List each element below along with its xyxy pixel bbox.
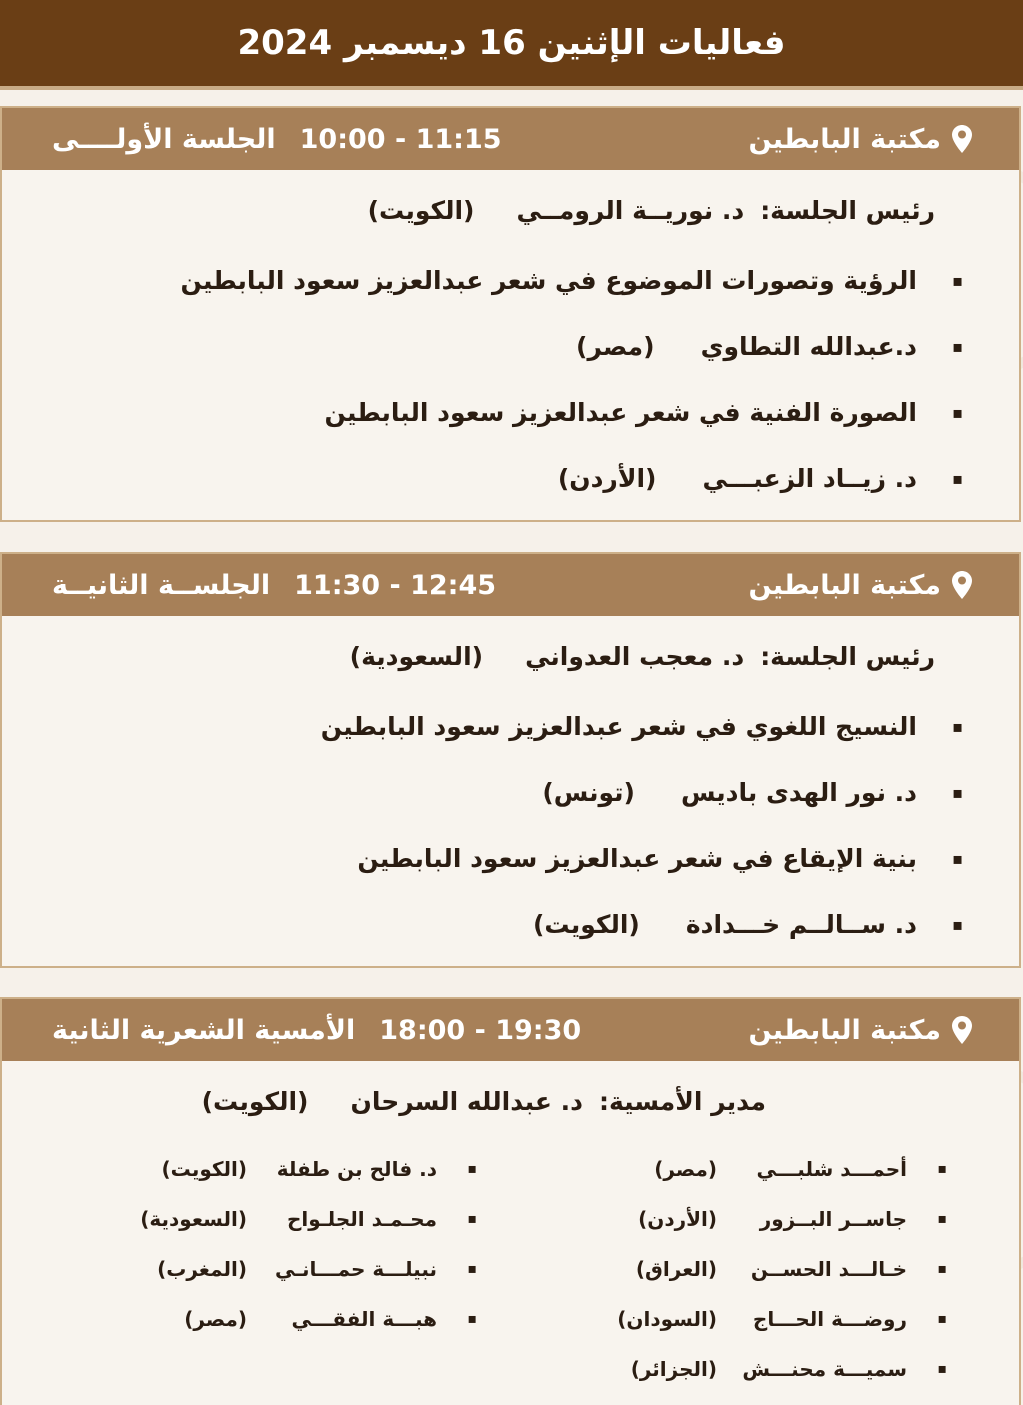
bullet-icon: ▪ (952, 336, 963, 356)
bullet-icon: ▪ (952, 402, 963, 422)
poets-column-left (71, 1144, 477, 1394)
session-2 (0, 552, 1021, 968)
poet-country: (الكويت) (161, 1157, 247, 1181)
chair-country: (السعودية) (349, 642, 484, 671)
session-1 (0, 106, 1021, 522)
item-text: الرؤية وتصورات الموضوع في شعر عبدالعزيز سعود البابطين (180, 265, 917, 295)
bullet-icon: ▪ (467, 1261, 477, 1277)
list-item (42, 313, 963, 379)
poet-item (451, 1344, 947, 1394)
map-pin-icon (951, 570, 973, 600)
bullet-icon: ▪ (952, 848, 963, 868)
poet-name: روضـــة الحـــاج (752, 1307, 907, 1331)
session-heading (52, 570, 496, 601)
map-pin-icon (951, 124, 973, 154)
list-item (42, 759, 963, 825)
list-item (42, 891, 963, 957)
bullet-icon: ▪ (937, 1361, 947, 1377)
bullet-icon: ▪ (937, 1311, 947, 1327)
location-label: مكتبة البابطين (748, 123, 941, 155)
session-body (2, 170, 1019, 511)
map-pin-icon (951, 1015, 973, 1045)
session-location (748, 124, 973, 155)
poet-item (71, 1294, 477, 1344)
poet-country: (مصر) (654, 1157, 717, 1181)
bullet-icon: ▪ (937, 1211, 947, 1227)
bullet-icon: ▪ (952, 270, 963, 290)
item-text: الصورة الفنية في شعر عبدالعزيز سعود البابطين (324, 397, 917, 427)
speaker-country: (الكويت) (532, 909, 640, 939)
speaker-name: د. نور الهدى باديس (680, 777, 917, 807)
bullet-icon: ▪ (952, 716, 963, 736)
poet-name: محـمـد الجلـواح (287, 1207, 437, 1231)
session-items (42, 247, 963, 511)
speaker-country: (الأردن) (557, 463, 657, 493)
list-item (42, 445, 963, 511)
session-time: 18:00 - 19:30 (379, 1014, 582, 1046)
poet-country: (الأردن) (638, 1207, 717, 1231)
poet-country: (مصر) (184, 1307, 247, 1331)
session-body (2, 1061, 1019, 1394)
bullet-icon: ▪ (937, 1161, 947, 1177)
poets-column-right (451, 1144, 947, 1394)
session-heading (52, 1015, 581, 1046)
poet-name: خـالـــد الحســن (750, 1257, 907, 1281)
session-items (42, 693, 963, 957)
location-label: مكتبة البابطين (748, 569, 941, 601)
chair-label: رئيس الجلسة: (760, 642, 935, 671)
session-location (748, 570, 973, 601)
poet-item (451, 1144, 947, 1194)
host-label: مدير الأمسية: (598, 1087, 766, 1116)
speaker-country: (مصر) (576, 331, 655, 361)
chair-name: د. نوريــة الرومــي (516, 196, 745, 225)
page-header (0, 0, 1023, 90)
session-name: الجلسة الأولــــى (52, 123, 276, 155)
chair-name: د. معجب العدواني (525, 642, 745, 671)
poet-name: نبيلـــة حمـــانـي (274, 1257, 437, 1281)
chair-label: رئيس الجلسة: (760, 196, 935, 225)
host-name: د. عبدالله السرحان (350, 1087, 583, 1116)
session-chair (42, 196, 935, 225)
item-text: بنية الإيقاع في شعر عبدالعزيز سعود البابطين (357, 843, 917, 873)
bullet-icon: ▪ (467, 1311, 477, 1327)
session-body (2, 616, 1019, 957)
session-bar (2, 999, 1019, 1061)
session-location (748, 1015, 973, 1046)
session-3 (0, 997, 1021, 1405)
list-item (42, 379, 963, 445)
host-country: (الكويت) (201, 1087, 309, 1116)
poet-item (71, 1144, 477, 1194)
session-name: الجلســة الثانيــة (52, 569, 271, 601)
poet-country: (السودان) (617, 1307, 717, 1331)
page-title: فعاليات الإثنين 16 ديسمبر 2024 (237, 23, 786, 63)
poet-country: (السعودية) (140, 1207, 247, 1231)
poet-country: (الجزائر) (630, 1357, 717, 1381)
evening-host (42, 1087, 921, 1116)
session-bar (2, 554, 1019, 616)
session-time: 11:30 - 12:45 (294, 569, 497, 601)
poet-item (71, 1194, 477, 1244)
speaker-name: د. ســالــم خـــدادة (685, 909, 917, 939)
bullet-icon: ▪ (467, 1211, 477, 1227)
bullet-icon: ▪ (467, 1161, 477, 1177)
poet-item (451, 1244, 947, 1294)
poet-item (451, 1294, 947, 1344)
session-time: 10:00 - 11:15 (299, 123, 502, 155)
bullet-icon: ▪ (952, 468, 963, 488)
poet-name: جاســر البــزور (759, 1207, 907, 1231)
bullet-icon: ▪ (937, 1261, 947, 1277)
list-item (42, 247, 963, 313)
poet-country: (المغرب) (157, 1257, 247, 1281)
speaker-name: د.عبدالله التطاوي (700, 331, 917, 361)
poet-name: د. فالح بن طفلة (276, 1157, 437, 1181)
location-label: مكتبة البابطين (748, 1014, 941, 1046)
list-item (42, 693, 963, 759)
poet-name: سميـــة محنـــش (742, 1357, 907, 1381)
poet-item (451, 1194, 947, 1244)
session-name: الأمسية الشعرية الثانية (52, 1014, 356, 1046)
session-chair (42, 642, 935, 671)
speaker-country: (تونس) (542, 777, 635, 807)
bullet-icon: ▪ (952, 782, 963, 802)
list-item (42, 825, 963, 891)
poet-name: هبـــة الفقـــي (291, 1307, 437, 1331)
chair-country: (الكويت) (367, 196, 475, 225)
poets-list (42, 1144, 947, 1394)
session-heading (52, 124, 502, 155)
speaker-name: د. زيــاد الزعبـــي (702, 463, 917, 493)
session-bar (2, 108, 1019, 170)
poet-country: (العراق) (635, 1257, 717, 1281)
poet-item (71, 1244, 477, 1294)
item-text: النسيج اللغوي في شعر عبدالعزيز سعود البابطين (320, 711, 917, 741)
bullet-icon: ▪ (952, 914, 963, 934)
poet-name: أحمـــد شلبـــي (756, 1157, 907, 1181)
